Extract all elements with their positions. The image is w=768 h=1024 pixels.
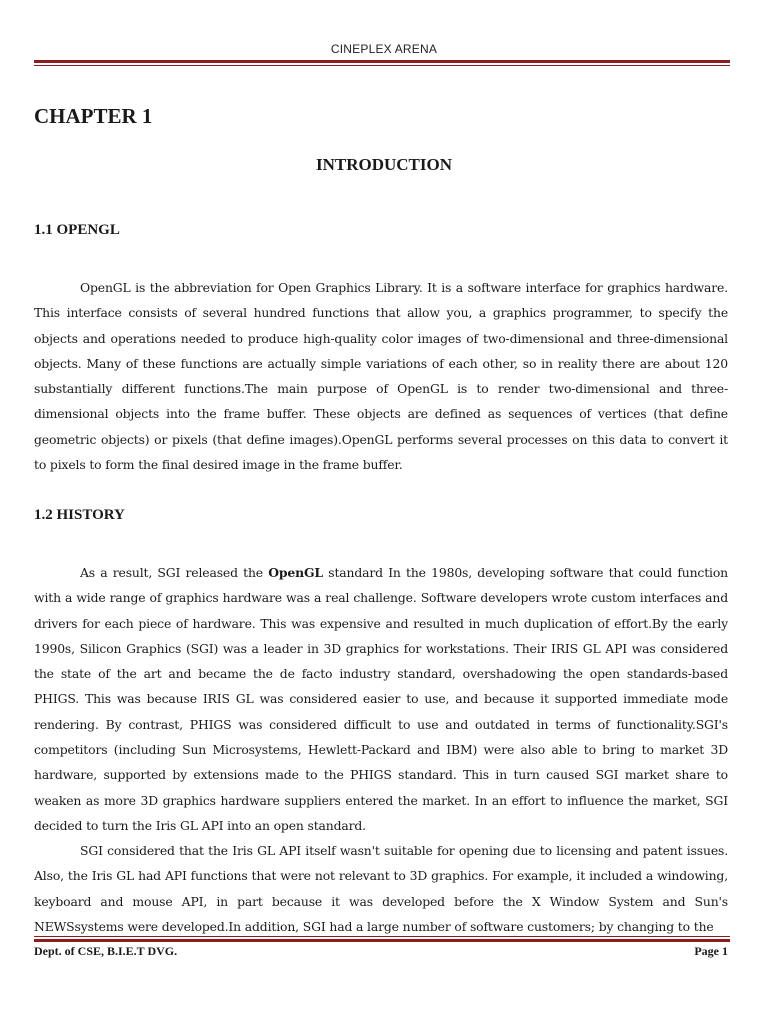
footer-divider bbox=[34, 936, 730, 942]
paragraph-history-1 bbox=[34, 560, 728, 838]
paragraph-history-2: SGI considered that the Iris GL API itself wasn't suitable for opening due to licensing and patent issues. Also, the Iris GL had API functions that were not relevant to 3D graphics. For example, it included a windowing, keyboard and mouse API, in part because it was developed before the X Window System and Sun's NEWSsystems were developed.In addition, SGI had a large number of software customers; by changing to the bbox=[34, 843, 728, 934]
header-divider bbox=[34, 60, 730, 66]
section-heading-history: 1.2 HISTORY bbox=[34, 507, 125, 523]
chapter-label: CHAPTER 1 bbox=[34, 104, 153, 128]
opengl-bold-term: OpenGL bbox=[268, 565, 323, 580]
paragraph-history-1-before: As a result, SGI released the bbox=[80, 565, 269, 580]
chapter-title: INTRODUCTION bbox=[315, 155, 453, 174]
footer-department: Dept. of CSE, B.I.E.T DVG. bbox=[34, 944, 178, 958]
footer-page-number: Page 1 bbox=[694, 944, 728, 958]
page-header-title: CINEPLEX ARENA bbox=[330, 42, 438, 56]
section-heading-opengl: 1.1 OPENGL bbox=[34, 222, 120, 238]
paragraph-history-1-after: standard In the 1980s, developing software that could function with a wide range of graphics hardware was a real challenge. Software developers wrote custom interfaces and drivers for each piece of hardware. This was expensive and resulted in much duplication of effort.By the early 1990s, Silicon Graphics (SGI) was a leader in 3D graphics for workstations. Their IRIS GL API was considered the state of the art and became the de facto industry standard, overshadowing the open standards-based PHIGS. This was because IRIS GL was considered easier to use, and because it supported immediate mode rendering. By contrast, PHIGS was considered difficult to use and outdated in terms of functionality.SGI's competitors (including Sun Microsystems, Hewlett-Packard and IBM) were also able to bring to market 3D hardware, supported by extensions made to the PHIGS standard. This in turn caused SGI market share to weaken as more 3D graphics hardware suppliers entered the market. In an effort to influence the market, SGI decided to turn the Iris GL API into an open standard. bbox=[34, 565, 729, 833]
paragraph-opengl: OpenGL is the abbreviation for Open Graphics Library. It is a software interface for graphics hardware. This interface consists of several hundred functions that allow you, a graphics programmer, to specify the objects and operations needed to produce high-quality color images of two-dimensional and three-dimensional objects. Many of these functions are actually simple variations of each other, so in reality there are about 120 substantially different functions.The main purpose of OpenGL is to render two-dimensional and three-dimensional objects into the frame buffer. These objects are defined as sequences of vertices (that define geometric objects) or pixels (that define images).OpenGL performs several processes on this data to convert it to pixels to form the final desired image in the frame buffer. bbox=[34, 280, 728, 473]
